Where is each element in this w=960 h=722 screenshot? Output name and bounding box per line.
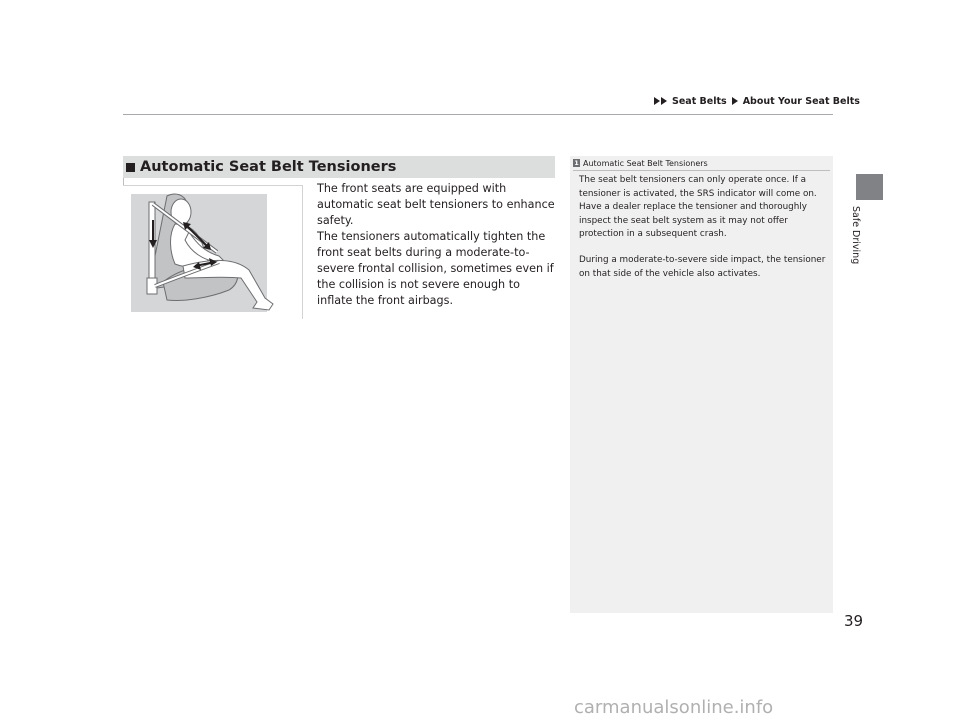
breadcrumb-arrow-icon <box>654 97 667 105</box>
breadcrumb-item-about-seat-belts[interactable]: About Your Seat Belts <box>742 95 860 107</box>
breadcrumb <box>654 94 860 108</box>
page-number: 39 <box>844 612 864 630</box>
breadcrumb-item-seat-belts[interactable]: Seat Belts <box>672 95 727 107</box>
note-paragraph: During a moderate-to-severe side impact, the tensioner on that side of the vehicle also activates. <box>579 255 826 279</box>
body-paragraph: The tensioners automatically tighten the front seat belts during a moderate-to-severe frontal collision, sometimes even if the collision is not severe enough to inflate the front airbags. <box>317 230 554 307</box>
seat-belt-tensioner-illustration <box>123 185 303 319</box>
section-heading <box>123 156 555 178</box>
chapter-tab-label: Safe Driving <box>850 206 861 265</box>
section-square-icon <box>126 163 135 172</box>
note-heading-label: Automatic Seat Belt Tensioners <box>583 158 708 168</box>
watermark: carmanualsonline.info <box>574 697 774 718</box>
seat-occupant-icon <box>123 186 303 320</box>
note-reference-icon: 1 <box>574 159 579 167</box>
note-heading <box>573 157 708 169</box>
chapter-tab-marker[interactable] <box>856 174 883 200</box>
note-divider <box>573 170 830 171</box>
body-paragraph: The front seats are equipped with automatic seat belt tensioners to enhance safety. <box>317 182 555 227</box>
breadcrumb-arrow-icon <box>732 97 738 105</box>
header-divider <box>123 114 833 115</box>
section-title: Automatic Seat Belt Tensioners <box>140 159 397 175</box>
note-paragraph: The seat belt tensioners can only operate once. If a tensioner is activated, the SRS indicator will come on. Have a dealer replace the tensioner and thoroughly inspect the seat belt system as it may not offer protection in a subsequent crash. <box>579 175 817 239</box>
